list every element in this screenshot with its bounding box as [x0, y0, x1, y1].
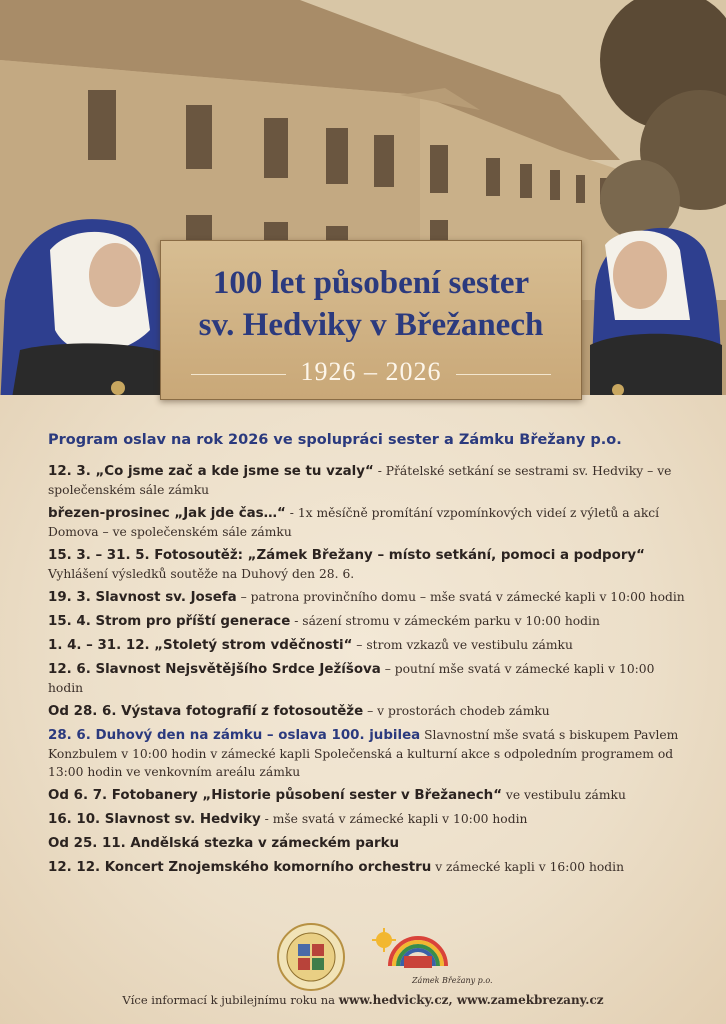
title-line-1: 100 let působení sester: [212, 265, 530, 301]
program-item-description: – strom vzkazů ve vestibulu zámku: [352, 638, 573, 652]
program-item-title: 15. 4. Strom pro příští generace: [48, 614, 291, 629]
program-item-description: - mše svatá v zámecké kapli v 10:00 hodin: [260, 812, 528, 826]
program-item: [48, 612, 688, 631]
program-item: [48, 834, 688, 853]
program-item-title: březen-prosinec „Jak jde čas…“: [48, 506, 286, 521]
program-item-description: - sázení stromu v zámeckém parku v 10:00 hodin: [290, 614, 600, 628]
program-item-title: 12. 3. „Co jsme zač a kde jsme se tu vzaly“: [48, 464, 374, 479]
program-item: [48, 588, 688, 607]
program-item: [48, 504, 688, 541]
program-item: [48, 546, 688, 583]
years-rule-right: [456, 374, 551, 375]
program-item-description: Vyhlášení výsledků soutěže na Duhový den 28. 6.: [48, 567, 355, 581]
program-item-title: 16. 10. Slavnost sv. Hedviky: [48, 812, 261, 827]
program-item: [48, 702, 688, 721]
program-item-description: Slavnostní mše svatá s biskupem Pavlem Konzbulem v 10:00 hodin v zámecké kapli Společenská a kulturní akce s odpoledním programem od 13:00 hodin ve venkovním areálu zámku: [48, 728, 679, 779]
program-item-title: 19. 3. Slavnost sv. Josefa: [48, 590, 237, 605]
program-item-description: – patrona provinčního domu – mše svatá v zámecké kapli v 10:00 hodin: [236, 590, 685, 604]
program-item-description: – v prostorách chodeb zámku: [363, 704, 550, 718]
sister-right-portrait: [590, 228, 722, 410]
program-item-title: 1. 4. – 31. 12. „Stoletý strom vděčnosti“: [48, 638, 353, 653]
program-item-title: Od 28. 6. Výstava fotografií z fotosoutěže: [48, 704, 364, 719]
congregation-logo: [276, 922, 346, 996]
footer-info: [0, 993, 726, 1007]
years-range: 1926 – 2026: [300, 357, 442, 386]
program-item: [48, 636, 688, 655]
program-item: [48, 462, 688, 499]
title-line-2: sv. Hedviky v Břežanech: [198, 307, 544, 343]
program-item-description: ve vestibulu zámku: [502, 788, 626, 802]
program-item-description: - 1x měsíčně promítání vzpomínkových videí z výletů a akcí Domova – ve společenském sále zámku: [48, 506, 660, 539]
program-item: [48, 858, 688, 877]
program-item: [48, 726, 688, 781]
program-item: [48, 810, 688, 829]
program-item-description: - Přátelské setkání se sestrami sv. Hedviky – ve společenském sále zámku: [48, 464, 672, 497]
footer-links[interactable]: www.hedvicky.cz, www.zamekbrezany.cz: [338, 993, 604, 1007]
program-heading: Program oslav na rok 2026 ve spolupráci sester a Zámku Břežany p.o.: [48, 432, 622, 448]
program-item-title: Od 25. 11. Andělská stezka v zámeckém parku: [48, 836, 400, 851]
program-item: [48, 786, 688, 805]
svg-text:Zámek Břežany p.o.: Zámek Břežany p.o.: [412, 976, 493, 985]
program-item-description: v zámecké kapli v 16:00 hodin: [431, 860, 624, 874]
program-list: [48, 462, 688, 882]
title-banner: [160, 240, 582, 400]
program-item-title: 15. 3. – 31. 5. Fotosoutěž: „Zámek Břežany – místo setkání, pomoci a podpory“: [48, 548, 645, 563]
program-item-title: 12. 6. Slavnost Nejsvětějšího Srdce Ježíšova: [48, 662, 381, 677]
zamek-brezany-logo: [370, 926, 493, 992]
program-item-title: Od 6. 7. Fotobanery „Historie působení sester v Břežanech“: [48, 788, 503, 803]
program-item: [48, 660, 688, 697]
program-item-title: 28. 6. Duhový den na zámku – oslava 100. jubilea: [48, 728, 421, 743]
program-item-title: 12. 12. Koncert Znojemského komorního orchestru: [48, 860, 432, 875]
program-item-description: – poutní mše svatá v zámecké kapli v 10:00 hodin: [48, 662, 655, 695]
footer-text: Více informací k jubilejnímu roku na: [122, 993, 339, 1007]
